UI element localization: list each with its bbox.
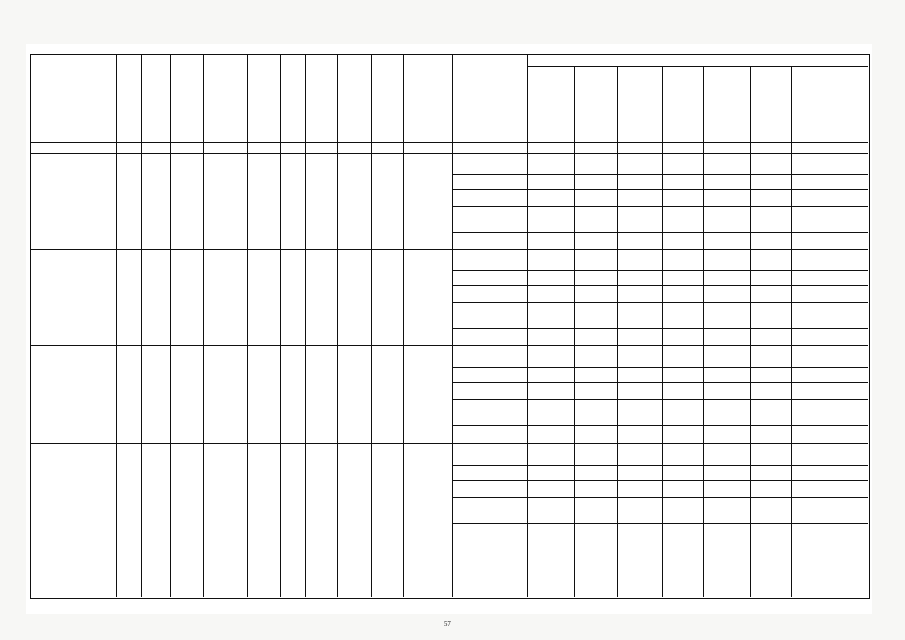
column-header xyxy=(371,54,403,142)
project-row-rule xyxy=(30,345,868,346)
column-header xyxy=(170,54,203,142)
column-rule xyxy=(662,66,663,597)
document-page xyxy=(26,44,872,614)
subrow-rule xyxy=(452,367,868,368)
subrow-rule xyxy=(452,232,868,233)
column-rule xyxy=(141,54,142,597)
column-rule xyxy=(305,54,306,597)
column-header xyxy=(527,66,574,142)
column-rule xyxy=(617,66,618,597)
column-header xyxy=(280,54,305,142)
column-rule xyxy=(574,66,575,597)
subrow-rule xyxy=(452,285,868,286)
subrow-rule xyxy=(452,328,868,329)
subrow-rule xyxy=(452,480,868,481)
subrow-rule xyxy=(452,206,868,207)
subrow-rule xyxy=(452,189,868,190)
column-rule xyxy=(170,54,171,597)
column-header xyxy=(116,54,141,142)
header-bottom-rule xyxy=(30,142,868,143)
column-header xyxy=(617,66,662,142)
column-rule xyxy=(791,66,792,597)
project-row-rule xyxy=(30,249,868,250)
subrow-rule xyxy=(452,270,868,271)
column-header xyxy=(703,66,750,142)
column-rule xyxy=(371,54,372,597)
column-rule xyxy=(280,54,281,597)
project-row-rule xyxy=(30,443,868,444)
column-header xyxy=(574,66,617,142)
subrow-rule xyxy=(452,465,868,466)
column-header xyxy=(452,54,527,142)
subrow-rule xyxy=(452,425,868,426)
column-header xyxy=(662,66,703,142)
column-rule xyxy=(452,54,453,597)
subrow-rule xyxy=(452,302,868,303)
column-rule xyxy=(403,54,404,597)
column-rule xyxy=(703,66,704,597)
page-number: 57 xyxy=(444,621,451,628)
column-rule xyxy=(337,54,338,597)
column-header xyxy=(141,54,170,142)
column-header xyxy=(750,66,791,142)
column-rule xyxy=(527,54,528,597)
subrow-rule xyxy=(452,523,868,524)
column-header xyxy=(791,66,868,142)
column-header xyxy=(247,54,280,142)
column-rule xyxy=(203,54,204,597)
column-rule xyxy=(247,54,248,597)
column-header xyxy=(337,54,371,142)
column-header xyxy=(30,54,116,142)
column-header xyxy=(305,54,337,142)
subrow-rule xyxy=(452,497,868,498)
column-rule xyxy=(750,66,751,597)
subrow-rule xyxy=(452,399,868,400)
column-header xyxy=(203,54,247,142)
column-rule xyxy=(116,54,117,597)
column-header xyxy=(403,54,452,142)
numbers-bottom-rule xyxy=(30,153,868,154)
subrow-rule xyxy=(452,174,868,175)
subrow-rule xyxy=(452,382,868,383)
